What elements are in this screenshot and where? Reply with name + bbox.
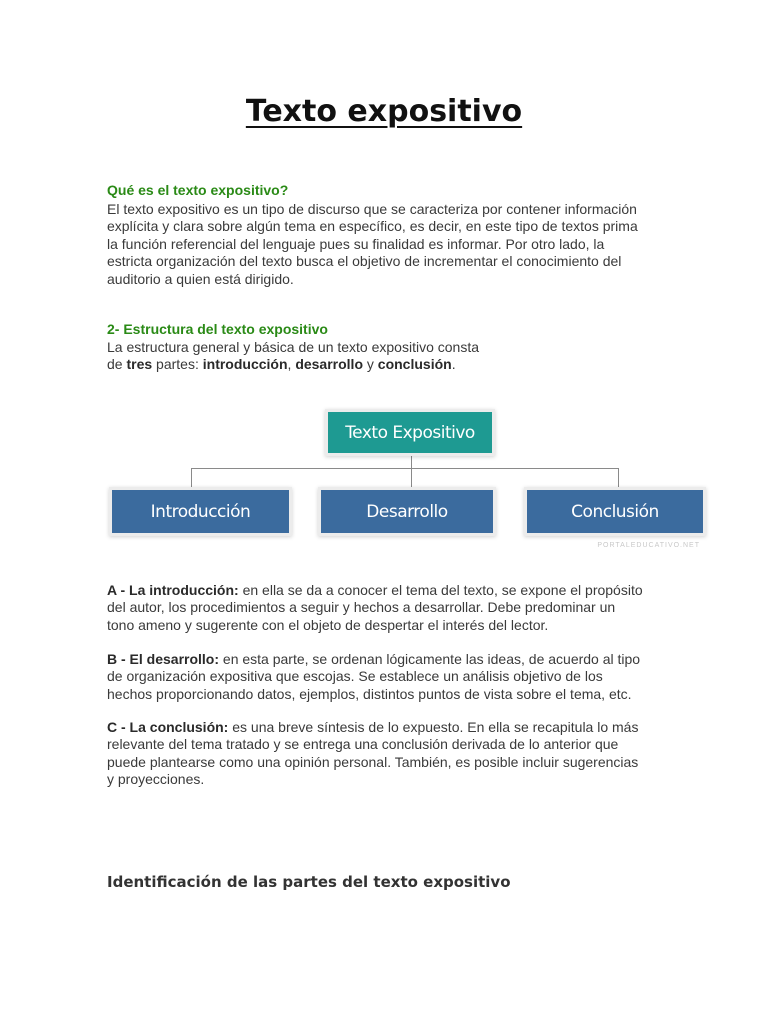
text-line: del autor, los procedimientos a seguir y hechos a desarrollar. Debe predominar un (107, 599, 616, 616)
text-fragment: partes: (152, 356, 203, 373)
text-line: puede plantearse como una opinión personal. También, es posible incluir sugerencias (107, 753, 639, 770)
label-desarrollo: B - El desarrollo: (107, 651, 220, 667)
section-paragraph-estructura (107, 339, 667, 374)
paragraph-desarrollo (107, 651, 667, 703)
diagram-box-desarrollo: Desarrollo (321, 490, 493, 533)
text-line: estricta organización del texto busca el objetivo de incrementar el conocimiento del (107, 253, 622, 270)
label-introduccion: A - La introducción: (107, 582, 239, 598)
label-conclusion: C - La conclusión: (107, 719, 229, 735)
diagram-box-texto-expositivo: Texto Expositivo (328, 412, 492, 453)
text-fragment: de (107, 356, 127, 373)
section-heading-que-es: Qué es el texto expositivo? (107, 182, 289, 198)
text-line: El texto expositivo es un tipo de discurso que se caracteriza por contener información (107, 201, 637, 217)
diagram-box-introduccion: Introducción (112, 490, 289, 533)
text-fragment: es una breve síntesis de lo expuesto. En ella se recapitula lo más (228, 719, 639, 735)
watermark: PORTALEDUCATIVO.NET (597, 542, 700, 549)
text-line: auditorio a quien está dirigido. (107, 270, 294, 287)
connector-line (191, 468, 192, 488)
paragraph-introduccion (107, 582, 667, 634)
section-heading-estructura: 2- Estructura del texto expositivo (107, 321, 328, 337)
page-title: Texto expositivo (245, 94, 523, 129)
paragraph-conclusion (107, 719, 667, 789)
text-line: La estructura general y básica de un texto expositivo consta (107, 339, 479, 355)
emphasis-conclusion: conclusión (377, 356, 452, 373)
connector-line (191, 468, 618, 469)
text-fragment: en esta parte, se ordenan lógicamente las ideas, de acuerdo al tipo (219, 651, 641, 667)
text-line: hechos proporcionando datos, ejemplos, distintos puntos de vista sobre el tema, etc. (107, 685, 632, 702)
connector-line (618, 468, 619, 488)
text-line: explícita y clara sobre algún tema en específico, es decir, en este tipo de textos prima (107, 218, 638, 235)
text-line: de organización expositiva que escojas. Se establece un análisis objetivo de los (107, 668, 603, 685)
text-line: y proyecciones. (107, 771, 205, 788)
text-fragment: . (451, 356, 456, 373)
text-line: tono ameno y sugerente con el objeto de despertar el interés del lector. (107, 616, 549, 633)
text-fragment: en ella se da a conocer el tema del texto, se expone el propósito (238, 582, 643, 598)
text-line: relevante del tema tratado y se entrega una conclusión derivada de lo anterior que (107, 736, 619, 753)
text-line: la función referencial del lenguaje pues su finalidad es informar. Por otro lado, la (107, 235, 605, 252)
connector-line (411, 455, 412, 469)
connector-line (411, 468, 412, 488)
emphasis-introduccion: introducción (202, 356, 288, 373)
diagram-box-conclusion: Conclusión (527, 490, 703, 533)
structure-diagram (106, 405, 710, 555)
section-heading-identificacion: Identificación de las partes del texto expositivo (107, 873, 511, 891)
text-fragment: y (363, 356, 378, 373)
section-paragraph-que-es (107, 201, 667, 288)
text-fragment: , (287, 356, 296, 373)
emphasis-tres: tres (126, 356, 153, 373)
emphasis-desarrollo: desarrollo (295, 356, 364, 373)
